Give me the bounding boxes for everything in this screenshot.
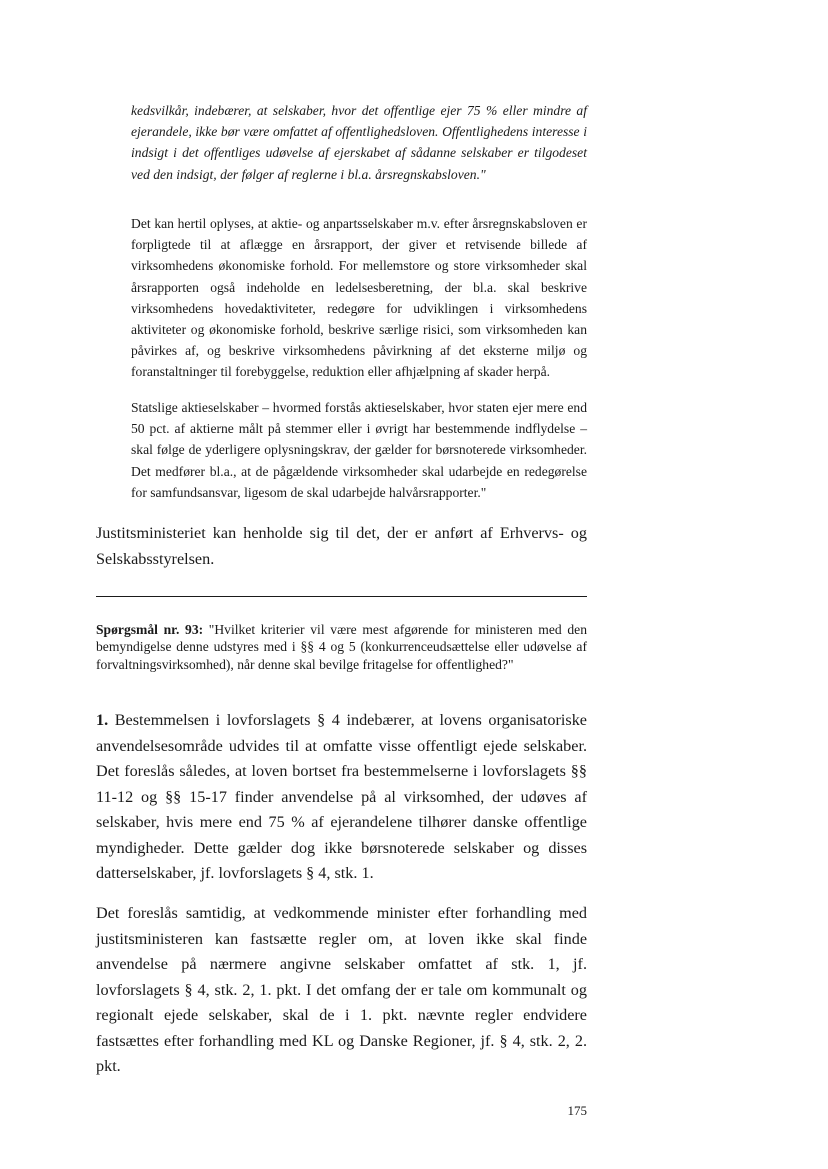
answer-text-1: Bestemmelsen i lovforslagets § 4 indebærer, at lovens organisatoriske anvendelsesområde udvides til at omfatte visse offentligt ejede selskaber. Det foreslås således, at loven bortset fra bestemmelserne i lovforslagets §§ 11-12 og §§ 15-17 finder anvendelse på al virksomhed, der udøves af selskaber, hvis mere end 75 % af ejerandelene tilhører danske offentlige myndigheder. Dette gælder dog ikke børsnoterede selskaber og disses datterselskaber, jf. lovforslagets § 4, stk. 1. — [96, 711, 587, 882]
answer-paragraph-2: Det foreslås samtidig, at vedkommende minister efter forhandling med justitsministeren kan fastsætte regler om, at loven ikke skal finde anvendelse på nærmere angivne selskaber omfattet af stk. 1, jf. lovforslagets § 4, stk. 2, 1. pkt. I det omfang der er tale om kommunalt og regionalt ejede selskaber, skal de i 1. pkt. nævnte regler endvidere fastsættes efter forhandling med KL og Danske Regioner, jf. § 4, stk. 2, 2. pkt. — [96, 904, 587, 1075]
answer-number: 1. — [96, 711, 109, 729]
quote-paragraph-state-companies: Statslige aktieselskaber – hvormed forstås aktieselskaber, hvor staten ejer mere end 50 pct. af aktierne målt på stemmer eller i øvrigt har bestemmende indflydelse – skal følge de yderligere oplysningskrav, der gælder for børsnoterede virksomheder. Det medfører bl.a., at de pågældende virksomheder skal udarbejde en redegørelse for samfundsansvar, ligesom de skal udarbejde halvårsrapporter." — [131, 400, 587, 500]
question-label: Spørgsmål nr. 93: — [96, 622, 204, 637]
section-divider — [96, 596, 587, 597]
justits-statement: Justitsministeriet kan henholde sig til det, der er anført af Erhvervs- og Selskabsstyrelsen. — [96, 524, 587, 568]
quote-italic-paragraph: kedsvilkår, indebærer, at selskaber, hvor det offentlige ejer 75 % eller mindre af ejerandele, ikke bør være omfattet af offentlighedsloven. Offentlighedens interesse i indsigt i det offentliges udøvelse af ejerskabet af sådanne selskaber er tilgodeset ved den indsigt, der følger af reglerne i bl.a. årsregnskabsloven." — [131, 103, 587, 182]
answer-paragraph-1 — [96, 708, 587, 887]
quote-paragraph-annual-report: Det kan hertil oplyses, at aktie- og anpartsselskaber m.v. efter årsregnskabsloven er forpligtede til at aflægge en årsrapport, der giver et retvisende billede af virksomhedens økonomiske forhold. For mellemstore og store virksomheder skal årsrapporten også indeholde en ledelsesberetning, der bl.a. skal beskrive virksomhedens hovedaktiviteter, redegøre for udviklingen i virksomhedens aktiviteter og økonomiske forhold, beskrive særlige risici, som virksomheden kan påvirkes af, og beskrive virksomhedens påvirkning af det eksterne miljø og foranstaltninger til forebyggelse, reduktion eller afhjælpning af skader herpå. — [131, 216, 587, 380]
question-text: "Hvilket kriterier vil være mest afgørende for ministeren med den bemyndigelse denne udstyres med i §§ 4 og 5 (konkurrenceudsættelse eller udøvelse af forvaltningsvirksomhed), når denne skal bevilge fritagelse for offentlighed?" — [96, 622, 587, 672]
question-paragraph — [96, 621, 587, 673]
page-number: 175 — [567, 1103, 587, 1118]
